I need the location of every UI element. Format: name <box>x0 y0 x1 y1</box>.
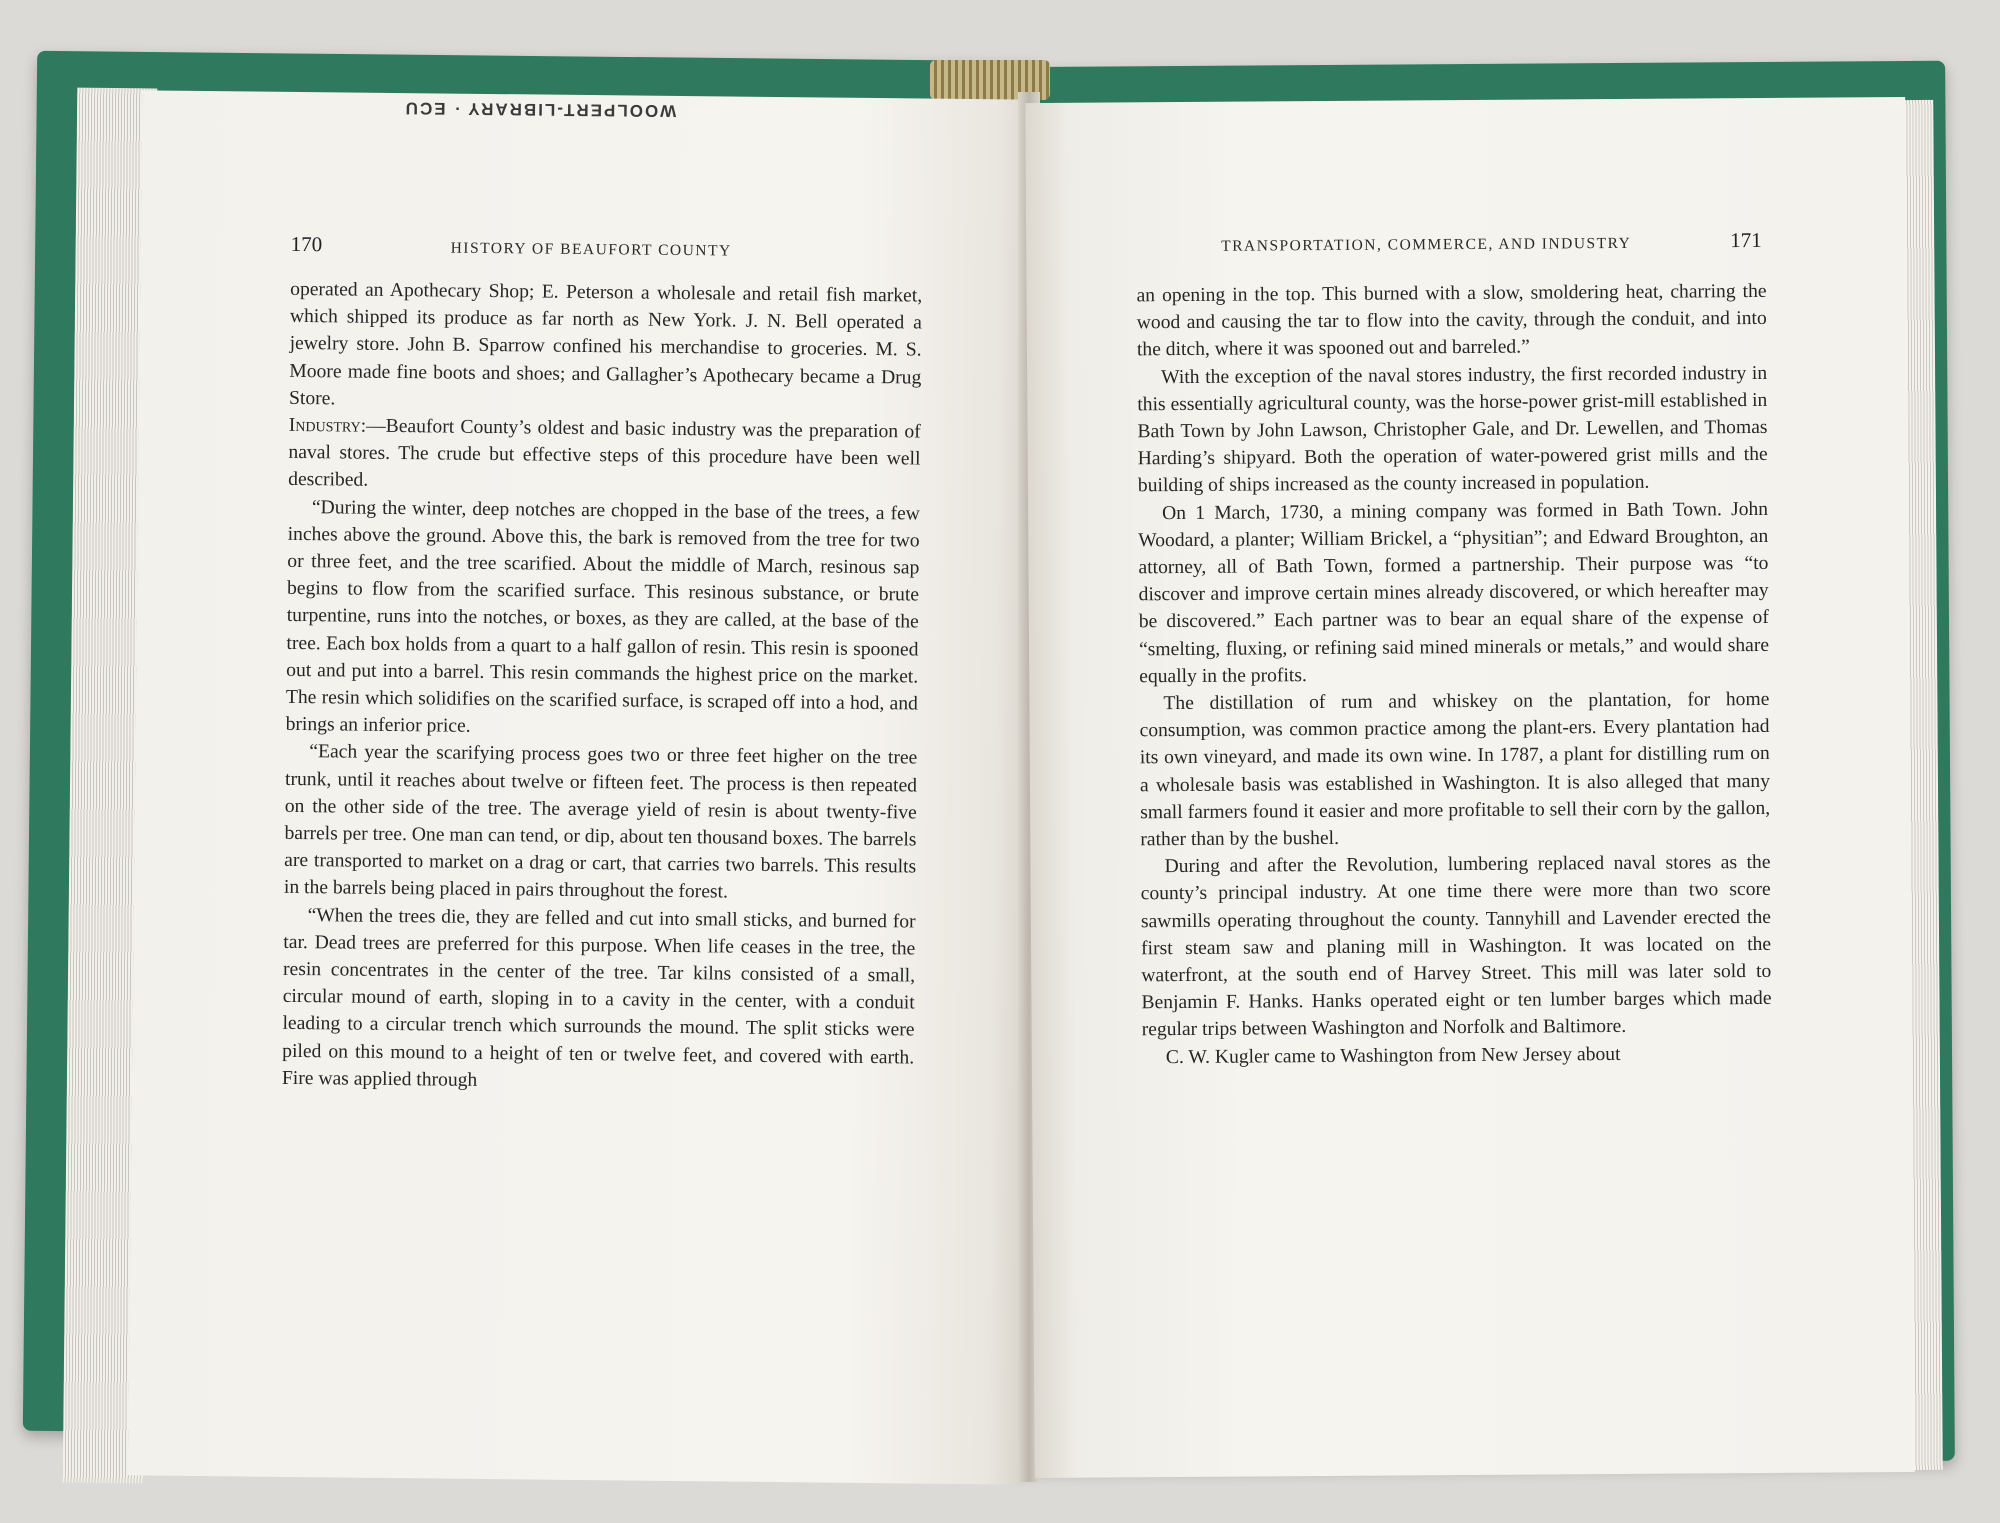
paragraph: The distillation of rum and whiskey on the plantation, for home consumption, was common practice among the plant-ers. Every plantation had its own vineyard, and made its own wine. In 1787, a plant for distilling rum on a wholesale basis was established in Washington. It is also alleged that many small farmers found it easier and more profitable to sell their corn by the gallon, rather than by the bushel. <box>1139 688 1771 851</box>
left-page <box>128 90 1037 1484</box>
paragraph: “During the winter, deep notches are chopped in the base of the trees, a few inches above the ground. Above this, the bark is removed from the tree for two or three feet, and the tree scarified. About the middle of March, resinous sap begins to flow from the scarified surface. This resinous substance, or brute turpentine, runs into the notches, or boxes, as they are called, at the base of the tree. Each box holds from a quart to a half gallon of resin. This resin is spooned out and put into a barrel. This resin commands the highest price on the market. The resin which solidifies on the scarified surface, is scraped off into a hod, and brings an inferior price. <box>285 496 920 738</box>
left-page-text <box>282 276 923 1099</box>
section-heading: Industry: <box>288 414 367 437</box>
paragraph: an opening in the top. This burned with a slow, smoldering heat, charring the wood and causing the tar to flow into the cavity, through the conduit, and into the ditch, where it was spooned out and barreled.” <box>1136 280 1767 361</box>
left-page-number: 170 <box>290 231 323 257</box>
paragraph: On 1 March, 1730, a mining company was formed in Bath Town. John Woodard, a planter; William Brickel, a “physitian”; and Edward Broughton, an attorney, all of Bath Town, formed a partnership. Their purpose was “to discover and improve certain mines already discovered, or which hereafter may be discovered.” Each partner was to bear an equal share of the expense of “smelting, fluxing, or refining said mined minerals or metals,” and would share equally in the profits. <box>1138 498 1770 688</box>
paragraph: Industry:—Beaufort County’s oldest and basic industry was the preparation of naval stores. The crude but effective steps of this procedure have been well described. <box>288 414 921 492</box>
right-page <box>1025 97 1915 1478</box>
library-stamp: WOOLPERT-LIBRARY · ECU <box>403 98 677 121</box>
paragraph: operated an Apothecary Shop; E. Peterson a wholesale and retail fish market, which shipped its produce as far north as New York. J. N. Bell operated a jewelry store. John B. Sparrow confined his merchandise to groceries. M. S. Moore made fine boots and shoes; and Gallagher’s Apothecary became a Drug Store. <box>288 278 923 410</box>
paragraph: “Each year the scarifying process goes two or three feet higher on the tree trunk, until it reaches about twelve or fifteen feet. The process is then repeated on the other side of the tree. The average yield of resin is about twenty-five barrels per tree. One man can tend, or dip, about ten thousand boxes. The barrels are transported to market on a drag or cart, that carries two barrels. This results in the barrels being placed in pairs throughout the forest. <box>283 741 918 903</box>
paragraph: During and after the Revolution, lumbering replaced naval stores as the county’s principal industry. At one time there were more than two score sawmills operating throughout the county. Tannyhill and Lavender erected the first steam saw and planing mill in Washington. It was located on the waterfront, at the south end of Harvey Street. This mill was later sold to Benjamin F. Hanks. Hanks operated eight or ten lumber barges which made regular trips between Washington and Norfolk and Baltimore. <box>1140 852 1772 1041</box>
paragraph: “When the trees die, they are felled and cut into small sticks, and burned for tar. Dead trees are preferred for this purpose. When life ceases in the tree, the resin concentrates in the center of the tree. Tar kilns consisted of a small, circular mound of earth, sloping in to a cavity in the center, with a conduit leading to a circular trench which surrounds the mound. The split sticks were piled on this mound to a height of ten or twelve feet, and covered with earth. Fire was applied through <box>281 904 916 1091</box>
paragraph: With the exception of the naval stores industry, the first recorded industry in this essentially agricultural county, was the horse-power grist-mill established in Bath Town by John Lawson, Christopher Gale, and Dr. Lewellen, and Thomas Harding’s shipyard. Both the operation of water-powered grist mills and the building of ships increased as the county increased in population. <box>1137 362 1768 497</box>
right-page-number: 171 <box>1730 227 1762 253</box>
right-page-text <box>1136 278 1771 1071</box>
left-running-header: HISTORY OF BEAUFORT COUNTY <box>450 239 732 260</box>
paragraph: C. W. Kugler came to Washington from New Jersey about <box>1165 1043 1621 1068</box>
right-running-header: TRANSPORTATION, COMMERCE, AND INDUSTRY <box>1221 234 1632 255</box>
